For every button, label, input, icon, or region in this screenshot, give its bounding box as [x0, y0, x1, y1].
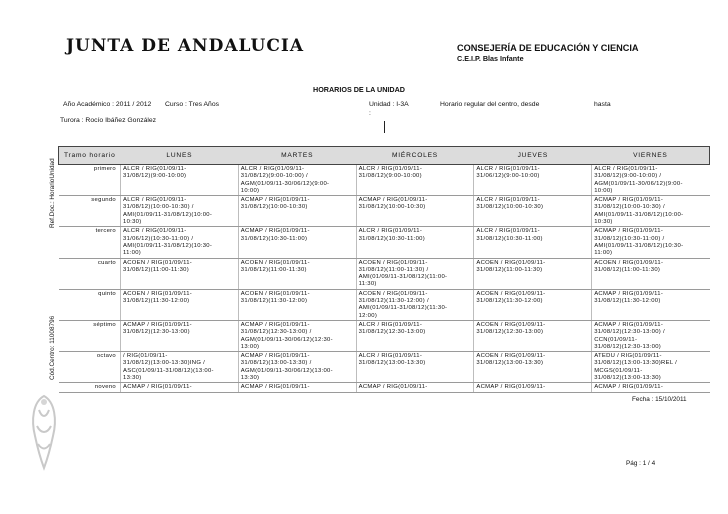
table-row: [59, 227, 710, 258]
table-row: [59, 196, 710, 227]
table-cell: ACMAP / RIG(01/09/11- 31/08/12)(11:30-12:00): [592, 289, 710, 320]
table-cell: ALCR / RIG(01/09/11- 31/08/12)(10:30-11:00): [356, 227, 474, 258]
time-slot-label: tercero: [59, 227, 121, 258]
unit: Unidad : I-3A: [369, 101, 409, 108]
school-name: C.E.I.P. Blas Infante: [457, 54, 524, 63]
divider: [384, 121, 385, 133]
academic-year: Año Académico : 2011 / 2012: [63, 101, 152, 108]
table-cell: ALCR / RIG(01/09/11- 31/08/12)(9:00-10:00): [121, 165, 239, 196]
table-cell: ACMAP / RIG(01/09/11- 31/08/12)(10:00-10:30): [238, 196, 356, 227]
table-cell: ACMAP / RIG(01/09/11-: [356, 383, 474, 392]
column-header: Tramo horario: [59, 147, 121, 165]
table-cell: ACMAP / RIG(01/09/11- 31/08/12)(12:30-13:00) / CCN(01/09/11- 31/08/12)(12:30-13:00): [592, 320, 710, 351]
time-slot-label: quinto: [59, 289, 121, 320]
print-date: Fecha : 15/10/2011: [632, 396, 687, 403]
table-cell: ALCR / RIG(01/09/11- 31/08/12)(9:00-10:00) / AGM(01/09/11-30/06/12)(9:00- 10:00): [238, 165, 356, 196]
ministry-name: CONSEJERÍA DE EDUCACIÓN Y CIENCIA: [457, 43, 639, 53]
table-cell: ACMAP / RIG(01/09/11- 31/08/12)(12:30-13:00) / AGM(01/09/11-30/06/12)(12:30- 13:00): [238, 320, 356, 351]
table-cell: ALCR / RIG(01/09/11- 31/06/12)(9:00-10:00): [474, 165, 592, 196]
table-row: [59, 352, 710, 383]
junta-logo: JUNTA DE ANDALUCIA: [66, 36, 305, 56]
table-cell: ACOEN / RIG(01/09/11- 31/08/12)(13:00-13:30): [474, 352, 592, 383]
table-header-row: [59, 147, 710, 165]
table-cell: ACOEN / RIG(01/09/11- 31/08/12)(11:00-11:30): [592, 258, 710, 289]
table-row: [59, 320, 710, 351]
page-title: HORARIOS DE LA UNIDAD: [313, 85, 405, 94]
table-cell: ACMAP / RIG(01/09/11-: [238, 383, 356, 392]
column-header: MIÉRCOLES: [356, 147, 474, 165]
table-cell: ACOEN / RIG(01/09/11- 31/08/12)(11:30-12:00): [238, 289, 356, 320]
table-cell: ACMAP / RIG(01/09/11-: [592, 383, 710, 392]
table-cell: ALCR / RIG(01/09/11- 31/08/12)(9:00-10:00): [356, 165, 474, 196]
time-slot-label: séptimo: [59, 320, 121, 351]
table-cell: ALCR / RIG(01/09/11- 31/08/12)(10:30-11:00): [474, 227, 592, 258]
column-header: LUNES: [121, 147, 239, 165]
table-cell: ALCR / RIG(01/09/11- 31/08/12)(9:00-10:00) / AGM(01/09/11-30/06/12)(9:00- 10:00): [592, 165, 710, 196]
table-cell: ACOEN / RIG(01/09/11- 31/08/12)(11:30-12:00) / AMI(01/09/11-31/08/12)(11:30- 12:00): [356, 289, 474, 320]
table-cell: ACMAP / RIG(01/09/11- 31/08/12)(10:30-11:00) / AMI(01/09/11-31/08/12)(10:30- 11:00): [592, 227, 710, 258]
tutor: Turora : Rocío Ibáñez González: [60, 117, 157, 124]
table-cell: ACOEN / RIG(01/09/11- 31/08/12)(11:00-11:30): [238, 258, 356, 289]
andalucia-seal-icon: [27, 390, 61, 472]
table-cell: ACOEN / RIG(01/09/11- 31/08/12)(12:30-13:00): [474, 320, 592, 351]
table-cell: ALCR / RIG(01/09/11- 31/08/12)(13:00-13:30): [356, 352, 474, 383]
table-cell: ACMAP / RIG(01/09/11-: [121, 383, 239, 392]
table-cell: ALCR / RIG(01/09/11- 31/08/12)(12:30-13:00): [356, 320, 474, 351]
column-header: MARTES: [238, 147, 356, 165]
header-right: [457, 43, 639, 63]
table-cell: ACMAP / RIG(01/09/11-: [474, 383, 592, 392]
table-cell: / RIG(01/09/11- 31/08/12)(13:00-13:30)ING / ASC(01/09/11-31/08/12)(13:00- 13:30): [121, 352, 239, 383]
centre-code-label: Cód.Centro: 11008796: [49, 315, 56, 380]
table-cell: ACMAP / RIG(01/09/11- 31/08/12)(13:00-13:30) / AGM(01/09/11-30/06/12)(13:00- 13:30): [238, 352, 356, 383]
table-cell: ACMAP / RIG(01/09/11- 31/08/12)(10:00-10:30) / AMI(01/09/11-31/08/12)(10:00- 10:30): [592, 196, 710, 227]
ref-doc-label: Ref.Doc.: HorarioUnidad: [49, 158, 56, 228]
table-row: [59, 289, 710, 320]
course: Curso : Tres Años: [165, 101, 220, 108]
schedule-range: Horario regular del centro, desde: [440, 101, 540, 108]
table-cell: ALCR / RIG(01/09/11- 31/06/12)(10:30-11:00) / AMI(01/09/11-31/08/12)(10:30- 11:00): [121, 227, 239, 258]
unit-colon: :: [369, 110, 371, 117]
column-header: JUEVES: [474, 147, 592, 165]
table-row: [59, 165, 710, 196]
table-cell: ACOEN / RIG(01/09/11- 31/08/12)(11:30-12:00): [474, 289, 592, 320]
table-row: [59, 383, 710, 392]
time-slot-label: cuarto: [59, 258, 121, 289]
time-slot-label: segundo: [59, 196, 121, 227]
time-slot-label: noveno: [59, 383, 121, 392]
table-cell: ACMAP / RIG(01/09/11- 31/08/12)(12:30-13:00): [121, 320, 239, 351]
table-cell: ACOEN / RIG(01/09/11- 31/08/12)(11:00-11:30): [474, 258, 592, 289]
table-cell: ALCR / RIG(01/09/11- 31/08/12)(10:00-10:30) / AMI(01/09/11-31/08/12)(10:00- 10:30): [121, 196, 239, 227]
page-number: Pág : 1 / 4: [626, 460, 656, 467]
column-header: VIERNES: [592, 147, 710, 165]
table-cell: ACMAP / RIG(01/09/11- 31/08/12)(10:30-11:00): [238, 227, 356, 258]
schedule-table: [58, 146, 710, 393]
schedule-until: hasta: [594, 101, 611, 108]
table-cell: ACOEN / RIG(01/09/11- 31/08/12)(11:00-11:30) / AMI(01/09/11-31/08/12)(11:00- 11:30): [356, 258, 474, 289]
table-cell: ACMAP / RIG(01/09/11- 31/08/12)(10:00-10:30): [356, 196, 474, 227]
time-slot-label: primero: [59, 165, 121, 196]
table-cell: ACOEN / RIG(01/09/11- 31/08/12)(11:30-12:00): [121, 289, 239, 320]
table-cell: ATEDU / RIG(01/09/11- 31/08/12)(13:00-13:30)REL / MCGS(01/09/11- 31/08/12)(13:00-13:30): [592, 352, 710, 383]
table-cell: ACOEN / RIG(01/09/11- 31/08/12)(11:00-11:30): [121, 258, 239, 289]
table-row: [59, 258, 710, 289]
table-cell: ALCR / RIG(01/09/11- 31/08/12)(10:00-10:30): [474, 196, 592, 227]
time-slot-label: octavo: [59, 352, 121, 383]
